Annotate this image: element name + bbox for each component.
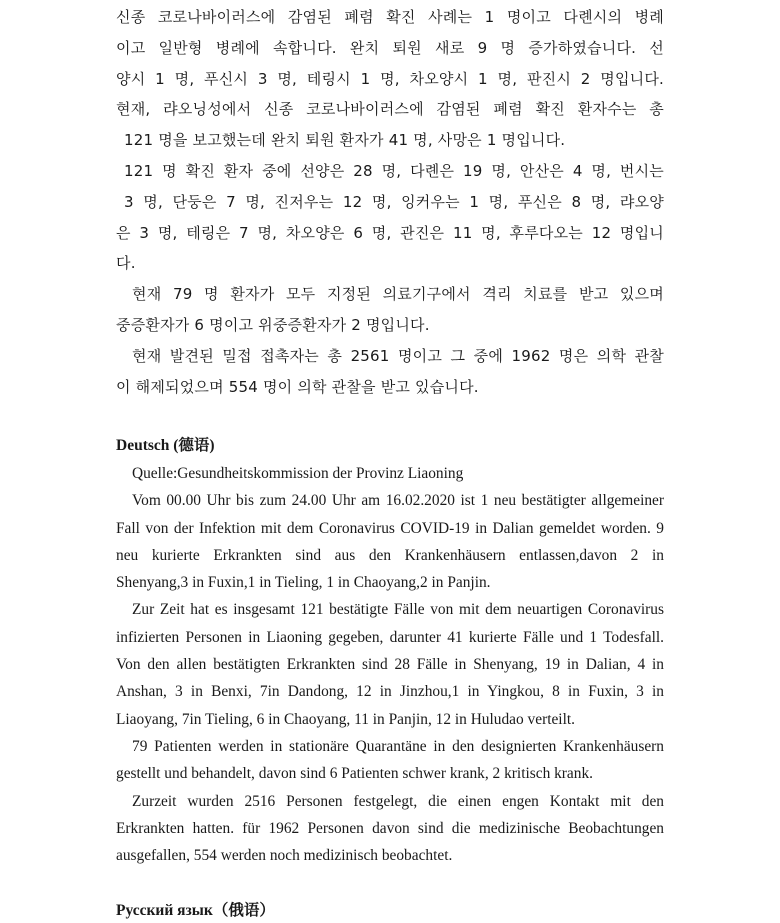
korean-section xyxy=(116,2,664,402)
german-line: Zur Zeit hat es insgesamt 121 bestätigte Fälle von mit dem neuartigen Coronavirus xyxy=(132,601,664,619)
german-line: Erkrankten hatten. für 1962 Personen davon sind die medizinische Beobachtungen xyxy=(116,819,664,837)
korean-line: 현재 79 명 환자가 모두 지정된 의료기구에서 격리 치료를 받고 있으며 xyxy=(132,285,664,304)
german-line: Shenyang,3 in Fuxin,1 in Tieling, 1 in Chaoyang,2 in Panjin. xyxy=(116,574,491,592)
german-line: Zurzeit wurden 2516 Personen festgelegt, die einen engen Kontakt mit den xyxy=(132,792,664,810)
german-line: Anshan, 3 in Benxi, 7in Dandong, 12 in Jinzhou,1 in Yingkou, 8 in Fuxin, 3 in xyxy=(116,683,664,701)
korean-line: 다. xyxy=(116,254,136,273)
korean-line: 현재 발견된 밀접 접촉자는 총 2561 명이고 그 중에 1962 명은 의학 관찰 xyxy=(132,346,664,365)
german-line: ausgefallen, 554 werden noch medizinisch beobachtet. xyxy=(116,847,453,865)
german-line: Fall von der Infektion mit dem Coronavirus COVID-19 in Dalian gemeldet worden. 9 xyxy=(116,519,664,537)
korean-line: 신종 코로나바이러스에 감염된 폐렴 확진 사례는 1 명이고 다롄시의 병례 xyxy=(116,8,664,26)
german-line: Quelle:Gesundheitskommission der Provinz Liaoning xyxy=(132,465,464,482)
section-heading-russian: Русский язык（俄语） xyxy=(116,902,275,919)
korean-line: 121 명 확진 환자 중에 선양은 28 명, 다롄은 19 명, 안산은 4 명, 번시는 xyxy=(124,161,664,180)
korean-line: 현재, 랴오닝성에서 신종 코로나바이러스에 감염된 폐렴 확진 환자수는 총 xyxy=(116,100,664,119)
korean-line: 이 해제되었으며 554 명이 의학 관찰을 받고 있습니다. xyxy=(116,377,479,396)
korean-line: 121 명을 보고했는데 완치 퇴원 환자가 41 명, 사망은 1 명입니다. xyxy=(124,131,566,150)
korean-line: 3 명, 단둥은 7 명, 진저우는 12 명, 잉커우는 1 명, 푸신은 8 명, 랴오양 xyxy=(124,192,664,211)
german-line: Von den allen bestätigten Erkrankten sind 28 Fälle in Shenyang, 19 in Dalian, 4 in xyxy=(116,656,664,674)
korean-line: 양시 1 명, 푸신시 3 명, 테링시 1 명, 차오양시 1 명, 판진시 2 명입니다. xyxy=(116,69,664,88)
german-line: infizierten Personen in Liaoning gegeben, darunter 41 kurierte Fälle und 1 Todesfall. xyxy=(116,628,664,646)
korean-line: 은 3 명, 테링은 7 명, 차오양은 6 명, 관진은 11 명, 후루다오는 12 명입니 xyxy=(116,223,664,242)
german-line: gestellt und behandelt, davon sind 6 Patienten schwer krank, 2 kritisch krank. xyxy=(116,765,593,783)
german-line: neu kurierte Erkrankten sind aus den Krankenhäusern entlassen,davon 2 in xyxy=(116,546,664,564)
korean-line: 이고 일반형 병례에 속합니다. 완치 퇴원 새로 9 명 증가하였습니다. 선 xyxy=(116,38,664,57)
german-line: 79 Patienten werden in stationäre Quarantäne in den designierten Krankenhäusern xyxy=(132,737,664,755)
section-heading-german: Deutsch (德语) xyxy=(116,437,215,454)
german-line: Liaoyang, 7in Tieling, 6 in Chaoyang, 11 in Panjin, 12 in Huludao verteilt. xyxy=(116,710,575,728)
german-line: Vom 00.00 Uhr bis zum 24.00 Uhr am 16.02.2020 ist 1 neu bestätigter allgemeiner xyxy=(132,492,664,510)
korean-line: 중증환자가 6 명이고 위중증환자가 2 명입니다. xyxy=(116,315,430,334)
german-section xyxy=(116,460,664,869)
